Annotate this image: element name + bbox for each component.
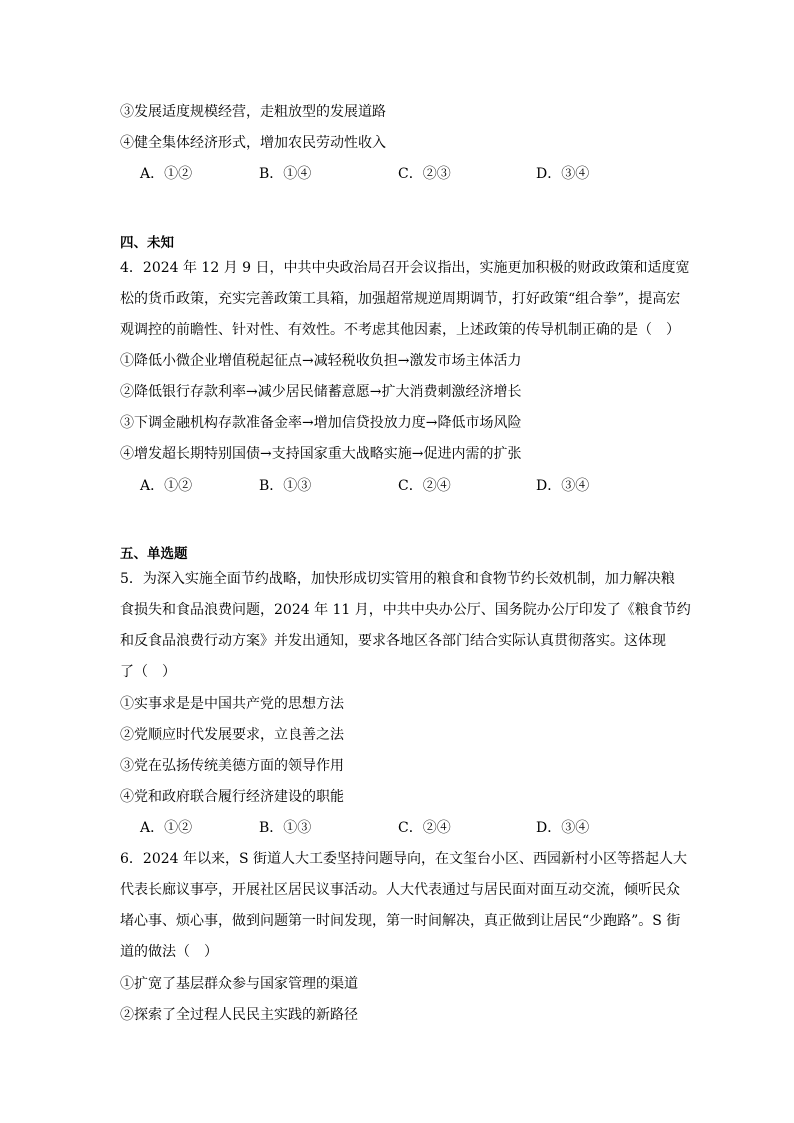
question-stem: 4．2024 年 12 月 9 日，中共中央政治局召开会议指出，实施更加积极的财政政策和适度宽 [120,260,690,276]
question-stem: 食损失和食品浪费问题，2024 年 11 月，中共中央办公厅、国务院办公厅印发了《粮食节约 [120,602,691,618]
question-stem: 5．为深入实施全面节约战略，加快形成切实管用的粮食和食物节约长效机制，加力解决粮 [120,571,675,587]
question-item: ④党和政府联合履行经济建设的职能 [120,789,344,805]
question-stem: 松的货币政策，充实完善政策工具箱，加强超常规逆周期调节，打好政策“组合拳”，提高宏 [120,291,681,307]
question-stem: 代表长廊议事亭，开展社区居民议事活动。人大代表通过与居民面对面互动交流，倾听民众 [120,882,680,898]
option-b: B．①③ [259,478,312,494]
question-item: ③下调金融机构存款准备金率→增加信贷投放力度→降低市场风险 [120,415,522,431]
question-item: ②探索了全过程人民民主实践的新路径 [120,1007,358,1023]
question-item: ②党顺应时代发展要求，立良善之法 [120,727,344,743]
option-d: D．③④ [536,166,590,182]
option-d: D．③④ [536,820,590,836]
option-a: A．①② [140,820,193,836]
question-item: ②降低银行存款利率→减少居民储蓄意愿→扩大消费刺激经济增长 [120,384,522,400]
question-stem: 观调控的前瞻性、针对性、有效性。不考虑其他因素，上述政策的传导机制正确的是（ ） [120,322,680,338]
option-a: A．①② [140,478,193,494]
question-item: ④增发超长期特别国债→支持国家重大战略实施→促进内需的扩张 [120,446,522,462]
option-c: C．②④ [398,820,451,836]
question-item: ③发展适度规模经营，走粗放型的发展道路 [120,104,386,120]
answer-options [140,476,620,496]
question-item: ③党在弘扬传统美德方面的领导作用 [120,758,344,774]
option-d: D．③④ [536,478,590,494]
question-stem: 道的做法（ ） [120,944,218,960]
question-item: ④健全集体经济形式，增加农民劳动性收入 [120,135,386,151]
option-c: C．②③ [398,166,451,182]
question-stem: 6．2024 年以来，S 街道人大工委坚持问题导向，在文玺台小区、西园新村小区等搭起人大 [120,851,688,867]
question-item: ①扩宽了基层群众参与国家管理的渠道 [120,976,358,992]
option-b: B．①③ [259,820,312,836]
question-item: ①降低小微企业增值税起征点→减轻税收负担→激发市场主体活力 [120,353,522,369]
answer-options [140,818,620,838]
question-item: ①实事求是是中国共产党的思想方法 [120,696,344,712]
section-header: 五、单选题 [120,546,188,562]
question-stem: 堵心事、烦心事，做到问题第一时间发现，第一时间解决，真正做到让居民“少跑路”。S 街 [120,913,681,929]
question-stem: 和反食品浪费行动方案》并发出通知，要求各地区各部门结合实际认真贯彻落实。这体现 [120,633,666,649]
option-b: B．①④ [259,166,312,182]
question-stem: 了（ ） [120,664,176,680]
answer-options [140,164,620,184]
option-a: A．①② [140,166,193,182]
option-c: C．②④ [398,478,451,494]
section-header: 四、未知 [120,235,174,251]
